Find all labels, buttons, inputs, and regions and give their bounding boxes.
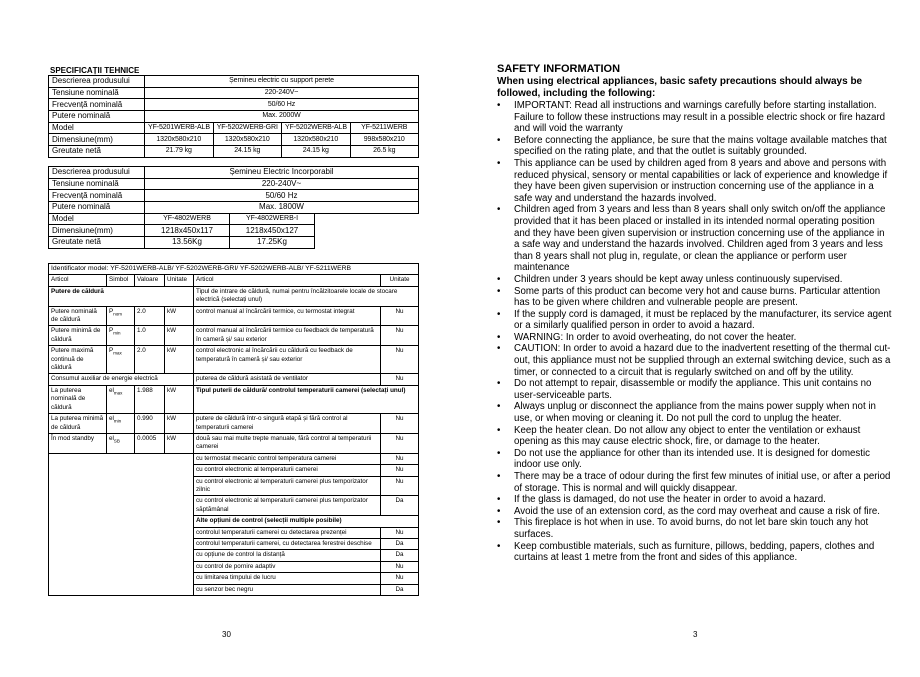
spec-value: Max. 1800W — [145, 202, 419, 214]
bullet-icon: • — [497, 424, 501, 436]
table-row — [49, 76, 419, 88]
model-cell: YF-5202WERB-GRI — [213, 122, 282, 134]
bullet-icon: • — [497, 331, 501, 343]
table-row — [49, 527, 419, 538]
table-row — [49, 465, 419, 476]
safety-item — [497, 135, 892, 158]
model-cell: YF-4802WERB — [145, 213, 230, 225]
option-description: cu limitarea timpului de lucru — [194, 573, 381, 584]
value-cell: 1.988 — [135, 385, 165, 413]
spec-label: Tensiune nominală — [49, 178, 145, 190]
safety-item — [497, 286, 892, 309]
spec-label: Model — [49, 122, 145, 134]
safety-item — [497, 425, 892, 448]
safety-section — [497, 63, 892, 564]
bullet-icon: • — [497, 517, 501, 529]
unit-cell: kW — [165, 346, 194, 374]
dimension-cell: 1320x580x210 — [282, 134, 351, 146]
safety-item-text: If the glass is damaged, do not use the heater in order to avoid a hazard. — [514, 494, 826, 506]
spec-label: Tensiune nominală — [49, 87, 145, 99]
model-identifier: Identificator model: YF-5201WERB-ALB/ YF-5202WERB-GRI/ YF-5202WERB-ALB/ YF-5211WERB — [49, 264, 419, 275]
safety-item-text: Do not attempt to repair, disassemble or modify the appliance. This unit contains no user-serviceable parts. — [514, 378, 872, 401]
table-row — [49, 433, 419, 453]
empty-cell — [49, 550, 194, 561]
option-description: cu control de pornire adaptiv — [194, 561, 381, 572]
table-row — [49, 286, 419, 306]
table-row — [49, 538, 419, 549]
table-row — [49, 111, 419, 123]
bullet-icon: • — [497, 505, 501, 517]
bullet-icon: • — [497, 308, 501, 320]
spec-label: Frecvență nominală — [49, 190, 145, 202]
item-label: La puterea minimă de căldură — [49, 414, 107, 434]
answer-cell: Da — [381, 584, 419, 595]
spec-value: 50/60 Hz — [145, 99, 419, 111]
safety-list — [497, 100, 892, 564]
answer-cell: Nu — [381, 573, 419, 584]
symbol-cell: $P_{max}$ — [107, 346, 135, 374]
spec-label: Putere nominală — [49, 202, 145, 214]
answer-cell: Nu — [381, 465, 419, 476]
table-row — [49, 496, 419, 516]
table-row — [49, 122, 419, 134]
bullet-icon: • — [497, 100, 501, 111]
empty-cell — [49, 476, 194, 496]
empty-cell — [315, 225, 419, 237]
unit-cell: kW — [165, 326, 194, 346]
option-description: cu termostat mecanic control temperatura camerei — [194, 453, 381, 464]
table-header-row — [49, 275, 419, 286]
option-description: control manual al încărcării termice, cu termostat integrat — [194, 306, 381, 326]
safety-item — [497, 448, 892, 471]
bullet-icon: • — [497, 401, 501, 413]
bullet-icon: • — [497, 273, 501, 285]
option-description: control manual al încărcării termice cu feedback de temperatură în cameră și/ sau exterior — [194, 326, 381, 346]
safety-item-text: Always unplug or disconnect the appliance from the mains power supply when not in use, or when moving or cleaning it. Do not pull the cord to unplug the heater. — [514, 401, 876, 425]
answer-cell: Da — [381, 550, 419, 561]
spec-value: 50/60 Hz — [145, 190, 419, 202]
value-cell: 2.0 — [135, 306, 165, 326]
empty-cell — [49, 465, 194, 476]
safety-item — [497, 274, 892, 286]
option-description: control electronic al încărcării cu căldură cu feedback de temperatură în cameră și/ sau exterior — [194, 346, 381, 374]
symbol-cell: $P_{min}$ — [107, 326, 135, 346]
table-row — [49, 374, 419, 385]
ecodesign-table — [48, 263, 419, 596]
option-description: cu control electronic al temperaturii camerei plus temporizator săptămânal — [194, 496, 381, 516]
answer-cell: Nu — [381, 374, 419, 385]
table-row — [49, 385, 419, 413]
col-header: Articol — [194, 275, 381, 286]
model-cell: YF-5211WERB — [350, 122, 419, 134]
spec-value: 220-240V~ — [145, 87, 419, 99]
table-row — [49, 453, 419, 464]
dimension-cell: 998x580x210 — [350, 134, 419, 146]
unit-cell: kW — [165, 414, 194, 434]
safety-item — [497, 378, 892, 401]
symbol-cell: $el_{min}$ — [107, 414, 135, 434]
bullet-icon: • — [497, 447, 501, 459]
model-cell: YF-5201WERB-ALB — [145, 122, 214, 134]
answer-cell: Nu — [381, 414, 419, 434]
safety-item-text: If the supply cord is damaged, it must be replaced by the manufacturer, its service agent or a similarly qualified person in order to avoid a hazard. — [514, 308, 892, 332]
spec-label: Greutate netă — [49, 237, 145, 249]
safety-item-text: Keep combustible materials, such as furniture, pillows, bedding, papers, clothes and curtains at least 1 metre from the front and sides of this appliance. — [514, 540, 875, 564]
spec-label: Greutate netă — [49, 146, 145, 158]
bullet-icon: • — [497, 343, 501, 355]
safety-item — [497, 401, 892, 424]
empty-cell — [49, 516, 194, 527]
table-row — [49, 202, 419, 214]
col-header: Articol — [49, 275, 107, 286]
spec-label: Descrierea produsului — [49, 76, 145, 88]
table-row — [49, 134, 419, 146]
safety-item-text: IMPORTANT: Read all instructions and warnings carefully before starting installation. Failure to follow these instructions may result in a possible electric shock or fire hazard and will void the warranty — [514, 100, 885, 135]
table-row — [49, 146, 419, 158]
spec-label: Model — [49, 213, 145, 225]
table-row — [49, 516, 419, 527]
spec-label: Frecvență nominală — [49, 99, 145, 111]
col-header: Unitate — [165, 275, 194, 286]
weight-cell: 13.56Kg — [145, 237, 230, 249]
spec-title: SPECIFICAȚII TEHNICE — [50, 66, 140, 75]
page-number: 3 — [693, 630, 698, 639]
unit-cell: kW — [165, 433, 194, 453]
option-description: cu control electronic al temperaturii camerei — [194, 465, 381, 476]
weight-cell: 21.79 kg — [145, 146, 214, 158]
safety-item — [497, 471, 892, 494]
table-row — [49, 573, 419, 584]
dimension-cell: 1320x580x210 — [213, 134, 282, 146]
table-row — [49, 561, 419, 572]
section-heading: Tipul puterii de căldură/ controlul temperaturii camerei (selectați unul) — [196, 386, 406, 394]
option-description: două sau mai multe trepte manuale, fără control al temperaturii camerei — [194, 433, 381, 453]
safety-item-text: Before connecting the appliance, be sure that the mains voltage available matches that specified on the rating plate, and that the outlet is suitably grounded. — [514, 134, 887, 158]
value-cell: 2.0 — [135, 346, 165, 374]
weight-cell: 26.5 kg — [350, 146, 419, 158]
empty-cell — [49, 561, 194, 572]
item-label: Putere minimă de căldură — [49, 326, 107, 346]
safety-item-text: Keep the heater clean. Do not allow any object to enter the ventilation or exhaust opening as this may cause electric shock, fire, or damage to the heater. — [514, 424, 861, 448]
answer-cell: Nu — [381, 326, 419, 346]
bullet-icon: • — [497, 378, 501, 390]
table-row — [49, 414, 419, 434]
safety-item — [497, 506, 892, 518]
table-row — [49, 306, 419, 326]
safety-item-text: Children under 3 years should be kept away unless continuously supervised. — [514, 273, 843, 285]
table-row — [49, 584, 419, 595]
value-cell: 0.0005 — [135, 433, 165, 453]
weight-cell: 17.25Kg — [230, 237, 315, 249]
spec-label: Descrierea produsului — [49, 167, 145, 179]
spec-label: Putere nominală — [49, 111, 145, 123]
empty-cell — [49, 538, 194, 549]
table-row — [49, 87, 419, 99]
table-row — [49, 190, 419, 202]
safety-item-text: This fireplace is hot when in use. To avoid burns, do not let bare skin touch any hot surfaces. — [514, 517, 869, 540]
safety-item-text: Avoid the use of an extension cord, as the cord may overheat and cause a risk of fire. — [514, 505, 881, 517]
table-row — [49, 237, 419, 249]
safety-item — [497, 517, 892, 540]
table-row — [49, 476, 419, 496]
option-description: cu opțiune de control la distanță — [194, 550, 381, 561]
empty-cell — [315, 237, 419, 249]
bullet-icon: • — [497, 204, 501, 216]
weight-cell: 24.15 kg — [282, 146, 351, 158]
empty-cell — [49, 453, 194, 464]
safety-item-text: Children aged from 3 years and less than 8 years shall only switch on/off the appliance provided that it has been placed or installed in its intended normal operating position and they have been given supervision or instruction concerning use of the appliance in a safe way and understand the hazards involved. Children aged from 3 years and less than 8 years shall not plug in, regulate, or clean the appliance or perform user maintenance — [514, 204, 886, 274]
safety-item — [497, 541, 892, 564]
bullet-icon: • — [497, 285, 501, 297]
item-label: În mod standby — [49, 433, 107, 453]
unit-cell: kW — [165, 306, 194, 326]
empty-cell — [49, 496, 194, 516]
section-title: SAFETY INFORMATION — [497, 63, 621, 75]
answer-cell: Nu — [381, 306, 419, 326]
option-description: controlul temperaturii camerei, cu detectarea ferestrei deschise — [194, 538, 381, 549]
section-heading: Consumul auxiliar de energie electrică — [49, 374, 194, 385]
bullet-icon: • — [497, 540, 501, 552]
item-label: La puterea nominală de căldură — [49, 385, 107, 413]
bullet-icon: • — [497, 157, 501, 169]
safety-item — [497, 204, 892, 274]
safety-item-text: CAUTION: In order to avoid a hazard due to the inadvertent resetting of the thermal cut-out, this appliance must not be supplied through an external switching device, such as a timer, or connected to a circuit that is regularly switched on and off by the utility. — [514, 343, 891, 378]
bullet-icon: • — [497, 134, 501, 146]
table-row — [49, 225, 419, 237]
safety-item — [497, 494, 892, 506]
spec-label: Dimensiune(mm) — [49, 225, 145, 237]
symbol-cell: $el_{SB}$ — [107, 433, 135, 453]
spec-value: Șemineu Electric Incorporabil — [145, 167, 419, 179]
empty-cell — [49, 527, 194, 538]
model-cell: YF-4802WERB-I — [230, 213, 315, 225]
answer-cell: Nu — [381, 527, 419, 538]
spec-value: Max. 2000W — [145, 111, 419, 123]
model-cell: YF-5202WERB-ALB — [282, 122, 351, 134]
bullet-icon: • — [497, 471, 501, 482]
safety-item — [497, 332, 892, 344]
empty-cell — [49, 584, 194, 595]
answer-cell: Nu — [381, 453, 419, 464]
col-header: Valoare — [135, 275, 165, 286]
option-description: putere de căldură într-o singură etapă și fără control al temperaturii camerei — [194, 414, 381, 434]
answer-cell: Da — [381, 496, 419, 516]
safety-intro: When using electrical appliances, basic safety precautions should always be followed, including the following: — [497, 76, 863, 99]
symbol-cell: $el_{max}$ — [107, 385, 135, 413]
safety-item-text: This appliance can be used by children aged from 8 years and above and persons with reduced physical, sensory or mental capabilities or lack of experience and knowledge if they have been given supervision or instruction concerning use of the appliance in a safe way and understand the hazards involved. — [514, 157, 888, 204]
item-label: Putere nominală de căldură — [49, 306, 107, 326]
answer-cell: Nu — [381, 433, 419, 453]
table-row — [49, 99, 419, 111]
col-header: Simbol — [107, 275, 135, 286]
safety-item — [497, 158, 892, 204]
table-row — [49, 346, 419, 374]
safety-item — [497, 100, 892, 135]
table-row — [49, 550, 419, 561]
section-heading: Putere de căldură — [51, 287, 104, 295]
section-description: Tipul de intrare de căldură, numai pentru încălzitoarele locale de stocare electrică (selectați unul) — [194, 286, 419, 306]
safety-item — [497, 343, 892, 378]
safety-item-text: Some parts of this product can become very hot and cause burns. Particular attention has to be given where children and vulnerable people are present. — [514, 285, 881, 309]
answer-cell: Nu — [381, 476, 419, 496]
empty-cell — [49, 573, 194, 584]
table-row — [49, 213, 419, 225]
dimension-cell: 1218x450x117 — [145, 225, 230, 237]
bullet-icon: • — [497, 494, 501, 506]
item-label: Putere maximă continuă de căldură — [49, 346, 107, 374]
value-cell: 0.990 — [135, 414, 165, 434]
option-description: cu senzor bec negru — [194, 584, 381, 595]
answer-cell: Nu — [381, 346, 419, 374]
table-row — [49, 178, 419, 190]
safety-item-text: WARNING: In order to avoid overheating, do not cover the heater. — [514, 331, 797, 343]
table-row — [49, 167, 419, 179]
spec-value: Șemineu electric cu support perete — [145, 76, 419, 88]
section-heading: Alte opțiuni de control (selecții multiple posibile) — [196, 517, 342, 525]
option-description: controlul temperaturii camerei cu detectarea prezenței — [194, 527, 381, 538]
safety-item-text: Do not use the appliance for other than its intended use. It is designed for domestic indoor use only. — [514, 447, 870, 471]
spec-table-inset — [48, 166, 419, 249]
dimension-cell: 1218x450x127 — [230, 225, 315, 237]
answer-cell: Da — [381, 538, 419, 549]
weight-cell: 24.15 kg — [213, 146, 282, 158]
safety-item — [497, 309, 892, 332]
spec-value: 220-240V~ — [145, 178, 419, 190]
spec-label: Dimensiune(mm) — [49, 134, 145, 146]
symbol-cell: $P_{nom}$ — [107, 306, 135, 326]
option-description: puterea de căldură asistată de ventilator — [194, 374, 381, 385]
table-row — [49, 326, 419, 346]
safety-item-text: There may be a trace of odour during the first few minutes of initial use, or after a period of storage. This is normal and will quickly disappear. — [514, 471, 891, 494]
dimension-cell: 1320x580x210 — [145, 134, 214, 146]
page-number: 30 — [222, 630, 231, 639]
col-header: Unitate — [381, 275, 419, 286]
table-row — [49, 264, 419, 275]
value-cell: 1.0 — [135, 326, 165, 346]
spec-table-wall — [48, 75, 419, 158]
answer-cell: Nu — [381, 561, 419, 572]
unit-cell: kW — [165, 385, 194, 413]
empty-cell — [315, 213, 419, 225]
option-description: cu control electronic al temperaturii camerei plus temporizator zilnic — [194, 476, 381, 496]
